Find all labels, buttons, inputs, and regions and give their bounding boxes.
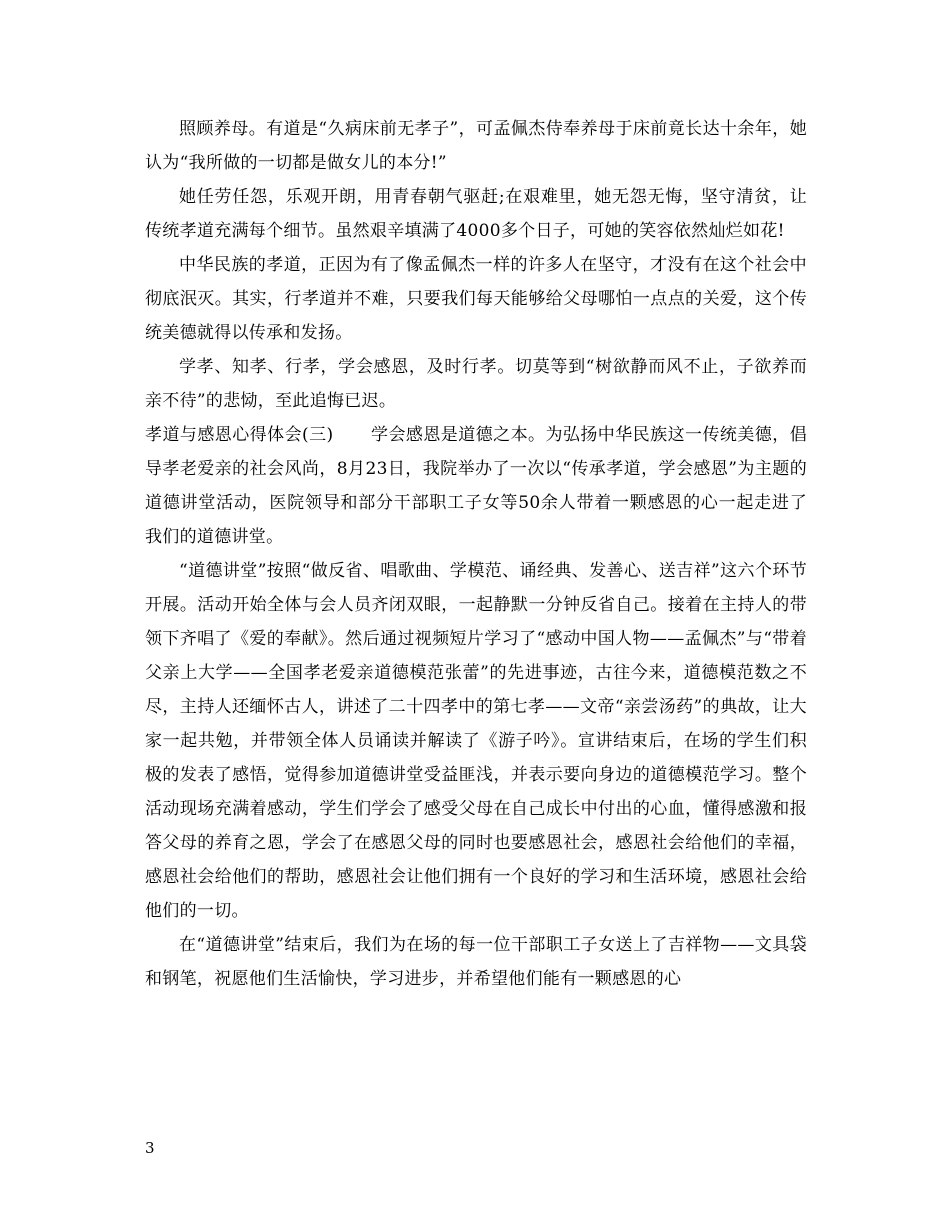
paragraph-6: “道德讲堂”按照“做反省、唱歌曲、学模范、诵经典、发善心、送吉祥”这六个环节开展。活动开始全体与会人员齐闭双眼，一起静默一分钟反省自己。接着在主持人的带领下齐唱了《爱的奉献》。然后通过视频短片学习了“感动中国人物——孟佩杰”与“带着父亲上大学——全国孝老爱亲道德模范张蕾”的先进事迹，古往今来，道德模范数之不尽，主持人还缅怀古人，讲述了二十四孝中的第七孝——文帝“亲尝汤药”的典故，让大家一起共勉，并带领全体人员诵读并解读了《游子吟》。宣讲结束后，在场的学生们积极的发表了感悟，觉得参加道德讲堂受益匪浅，并表示要向身边的道德模范学习。整个活动现场充满着感动，学生们学会了感受父母在自己成长中付出的心血，懂得感激和报答父母的养育之恩，学会了在感恩父母的同时也要感恩社会，感恩社会给他们的幸福，感恩社会给他们的帮助，感恩社会让他们拥有一个良好的学习和生活环境，感恩社会给他们的一切。 bbox=[145, 561, 807, 921]
paragraph-7: 在“道德讲堂”结束后，我们为在场的每一位干部职工子女送上了吉祥物——文具袋和钢笔，祝愿他们生活愉快，学习进步，并希望他们能有一颗感恩的心 bbox=[145, 935, 807, 989]
paragraph-5-text: 学会感恩是道德之本。为弘扬中华民族这一传统美德，倡导孝老爱亲的社会风尚，8月23日，我院举办了一次以“传承孝道，学会感恩”为主题的道德讲堂活动，医院领导和部分干部职工子女等50余人带着一颗感恩的心一起走进了我们的道德讲堂。 bbox=[145, 425, 807, 547]
section-heading: 孝道与感恩心得体会(三) bbox=[145, 425, 334, 445]
page-number: 3 bbox=[145, 1139, 155, 1157]
paragraph-5 bbox=[145, 418, 807, 554]
body-text bbox=[145, 112, 807, 996]
paragraph-2: 她任劳任怨，乐观开朗，用青春朝气驱赶;在艰难里，她无怨无悔，坚守清贫，让传统孝道充满每个细节。虽然艰辛填满了4000多个日子，可她的笑容依然灿烂如花! bbox=[145, 187, 807, 241]
paragraph-4: 学孝、知孝、行孝，学会感恩，及时行孝。切莫等到“树欲静而风不止，子欲养而亲不待”的悲恸，至此追悔已迟。 bbox=[145, 357, 807, 411]
paragraph-1: 照顾养母。有道是“久病床前无孝子”，可孟佩杰侍奉养母于床前竟长达十余年，她认为“我所做的一切都是做女儿的本分!” bbox=[145, 119, 807, 173]
paragraph-3: 中华民族的孝道，正因为有了像孟佩杰一样的许多人在坚守，才没有在这个社会中彻底泯灭。其实，行孝道并不难，只要我们每天能够给父母哪怕一点点的关爱，这个传统美德就得以传承和发扬。 bbox=[145, 255, 807, 343]
